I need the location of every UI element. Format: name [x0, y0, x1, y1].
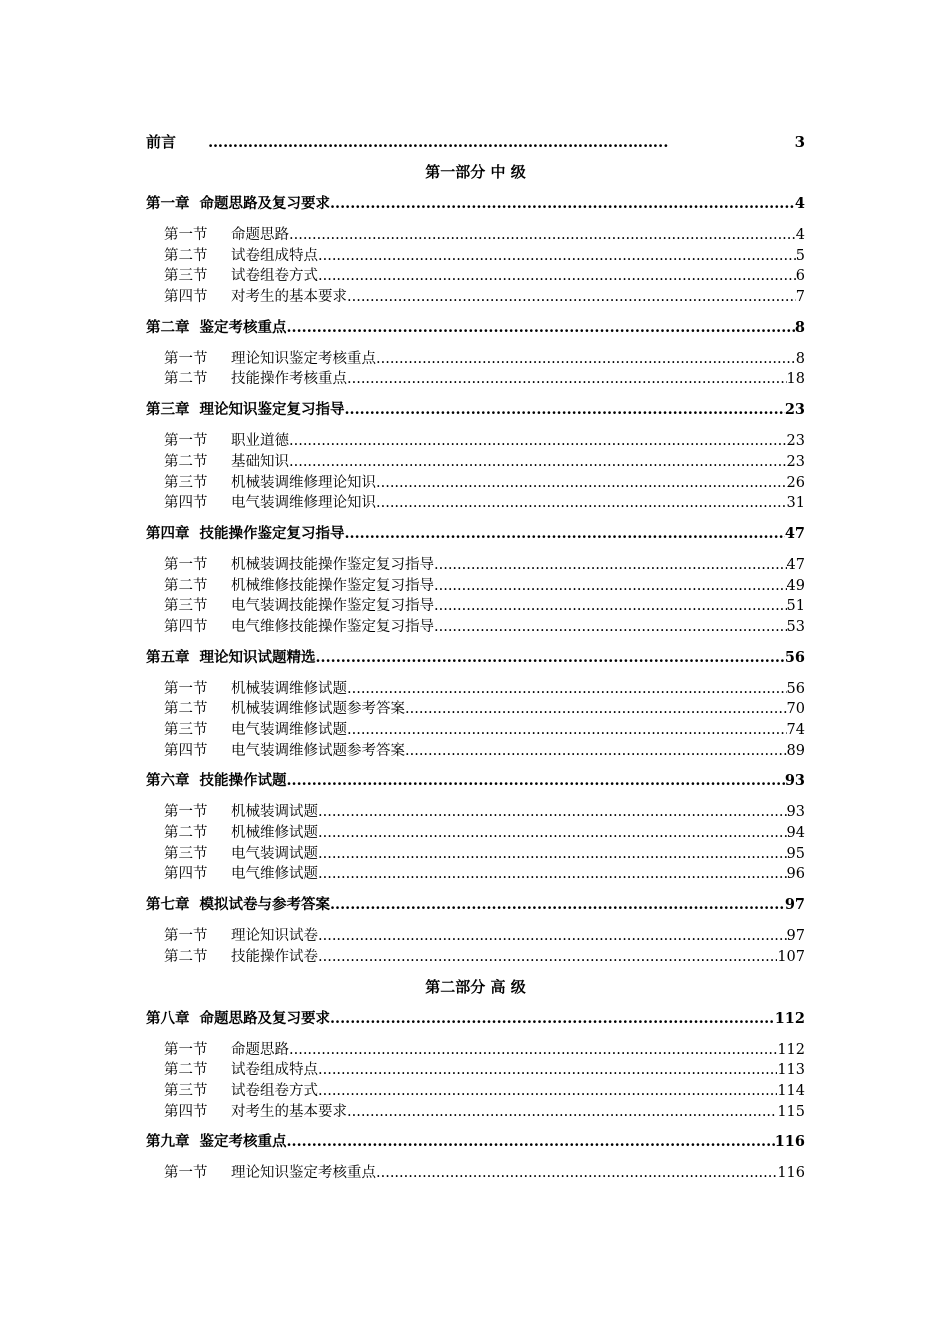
chapter-number: 第三章	[146, 401, 190, 419]
toc-section-entry[interactable]	[146, 677, 805, 698]
section-page: 113	[777, 1062, 805, 1079]
dot-leader	[318, 949, 777, 965]
toc-section-entry[interactable]	[146, 862, 805, 883]
section-number: 第一节	[164, 804, 208, 821]
toc-section-entry[interactable]	[146, 594, 805, 615]
section-list	[146, 347, 805, 388]
dot-leader	[287, 319, 795, 336]
toc-chapter-entry[interactable]	[146, 316, 805, 336]
section-page: 23	[786, 453, 805, 470]
section-title: 试卷组成特点	[231, 247, 318, 264]
section-number: 第二节	[164, 577, 208, 594]
chapter-title: 技能操作鉴定复习指导	[199, 524, 345, 542]
dot-leader	[376, 1165, 777, 1181]
section-page: 5	[795, 247, 805, 264]
dot-leader	[289, 454, 787, 470]
toc-section-entry[interactable]	[146, 491, 805, 512]
toc-section-entry[interactable]	[146, 718, 805, 739]
section-number: 第三节	[164, 845, 208, 862]
section-page: 23	[786, 433, 805, 450]
dot-leader	[287, 772, 785, 789]
chapter-title: 鉴定考核重点	[199, 1133, 287, 1151]
dot-leader	[434, 578, 787, 594]
dot-leader	[345, 525, 785, 542]
dot-leader	[318, 866, 787, 882]
section-title: 机械维修技能操作鉴定复习指导	[231, 577, 434, 594]
dot-leader	[318, 804, 787, 820]
toc-chapter-entry[interactable]	[146, 893, 805, 913]
toc-chapter-entry[interactable]	[146, 646, 805, 666]
dot-leader	[318, 1083, 777, 1099]
toc-section-entry[interactable]	[146, 615, 805, 636]
section-title: 基础知识	[231, 453, 289, 470]
toc-section-entry[interactable]	[146, 1079, 805, 1100]
section-page: 6	[795, 268, 805, 285]
toc-section-entry[interactable]	[146, 429, 805, 450]
section-list	[146, 800, 805, 883]
section-page: 115	[777, 1103, 805, 1120]
toc-chapter-entry[interactable]	[146, 398, 805, 418]
section-page: 18	[786, 371, 805, 388]
section-number: 第一节	[164, 1165, 208, 1182]
section-title: 机械装调技能操作鉴定复习指导	[231, 556, 434, 573]
section-number: 第四节	[164, 618, 208, 635]
dot-leader	[330, 1010, 775, 1027]
section-list	[146, 553, 805, 636]
dot-leader	[347, 1104, 777, 1120]
section-title: 电气维修试题	[231, 866, 318, 883]
chapter-page: 47	[784, 524, 805, 542]
section-page: 47	[786, 556, 805, 573]
section-number: 第一节	[164, 433, 208, 450]
toc-section-entry[interactable]	[146, 842, 805, 863]
toc-section-entry[interactable]	[146, 697, 805, 718]
section-number: 第三节	[164, 1082, 208, 1099]
dot-leader	[347, 289, 796, 305]
section-page: 114	[777, 1082, 805, 1099]
chapter-page: 56	[784, 648, 805, 666]
dot-leader	[434, 598, 787, 614]
chapter-page: 112	[774, 1009, 805, 1027]
section-title: 机械装调维修理论知识	[231, 474, 376, 491]
dot-leader	[347, 371, 787, 387]
chapter-number: 第二章	[146, 318, 190, 336]
table-of-contents	[146, 131, 805, 1192]
section-title: 命题思路	[231, 1041, 289, 1058]
chapter-number: 第六章	[146, 772, 190, 790]
section-title: 试卷组卷方式	[231, 1082, 318, 1099]
section-number: 第三节	[164, 722, 208, 738]
section-title: 电气装调维修理论知识	[231, 495, 376, 512]
dot-leader	[316, 649, 785, 666]
dot-leader	[405, 701, 787, 717]
section-number: 第一节	[164, 680, 208, 697]
section-title: 电气维修技能操作鉴定复习指导	[231, 618, 434, 635]
section-number: 第二节	[164, 453, 208, 470]
section-list	[146, 1161, 805, 1182]
section-title: 对考生的基本要求	[231, 1103, 347, 1120]
toc-chapter-entry[interactable]	[146, 1007, 805, 1027]
section-page: 53	[786, 618, 805, 635]
dot-leader	[347, 681, 787, 697]
dot-leader	[330, 896, 785, 913]
section-number: 第四节	[164, 742, 208, 759]
section-number: 第三节	[164, 474, 208, 491]
toc-section-entry[interactable]	[146, 1161, 805, 1182]
section-number: 第二节	[164, 247, 208, 264]
dot-leader	[434, 619, 787, 635]
chapter-title: 模拟试卷与参考答案	[199, 896, 330, 914]
dot-leader	[318, 846, 787, 862]
toc-section-entry[interactable]	[146, 945, 805, 966]
section-page: 51	[786, 598, 805, 615]
toc-section-entry[interactable]	[146, 821, 805, 842]
chapter-title: 命题思路及复习要求	[199, 195, 330, 212]
toc-chapter-entry[interactable]	[146, 522, 805, 542]
section-title: 机械装调试题	[231, 804, 318, 821]
chapter-title: 理论知识鉴定复习指导	[199, 401, 345, 419]
section-list	[146, 223, 805, 306]
toc-section-entry[interactable]	[146, 367, 805, 388]
dot-leader	[318, 825, 787, 841]
section-page: 8	[795, 350, 805, 367]
section-number: 第一节	[164, 350, 208, 367]
chapter-page: 4	[794, 195, 805, 212]
toc-section-entry[interactable]	[146, 924, 805, 945]
toc-section-entry[interactable]	[146, 800, 805, 821]
section-page: 31	[786, 495, 805, 512]
preface-leader: ………………………………………………………………………………..	[208, 133, 669, 151]
toc-section-entry[interactable]	[146, 574, 805, 595]
dot-leader	[330, 195, 795, 212]
section-page: 56	[786, 680, 805, 697]
dot-leader	[405, 743, 787, 759]
section-title: 机械装调维修试题参考答案	[231, 701, 405, 718]
toc-section-entry[interactable]	[146, 1100, 805, 1121]
dot-leader	[287, 1133, 775, 1150]
chapter-number: 第四章	[146, 524, 190, 542]
section-number: 第一节	[164, 227, 208, 243]
section-list	[146, 677, 805, 760]
section-number: 第四节	[164, 289, 208, 306]
chapter-page: 97	[784, 896, 805, 914]
section-page: 107	[777, 948, 805, 965]
chapter-page: 93	[784, 772, 805, 790]
section-title: 职业道德	[231, 433, 289, 450]
dot-leader	[347, 722, 787, 738]
dot-leader	[318, 268, 796, 284]
dot-leader	[376, 495, 787, 511]
toc-preface-entry[interactable]	[146, 131, 805, 153]
section-title: 对考生的基本要求	[231, 289, 347, 306]
toc-section-entry[interactable]	[146, 347, 805, 368]
preface-page: 3	[794, 133, 805, 151]
section-number: 第二节	[164, 701, 208, 718]
dot-leader	[289, 227, 796, 243]
toc-section-entry[interactable]	[146, 1038, 805, 1059]
chapter-title: 鉴定考核重点	[199, 318, 287, 336]
dot-leader	[376, 475, 787, 491]
toc-chapter-entry[interactable]	[146, 769, 805, 789]
section-number: 第二节	[164, 825, 208, 842]
section-title: 试卷组成特点	[231, 1062, 318, 1079]
section-title: 电气装调技能操作鉴定复习指导	[231, 598, 434, 615]
preface-label: 前言	[146, 133, 177, 151]
section-number: 第二节	[164, 1062, 208, 1079]
section-number: 第四节	[164, 866, 208, 883]
chapter-number: 第一章	[146, 195, 190, 212]
toc-section-entry[interactable]	[146, 264, 805, 285]
chapter-number: 第五章	[146, 648, 190, 666]
part-heading: 第二部分 高 级	[425, 977, 526, 996]
section-title: 电气装调维修试题参考答案	[231, 742, 405, 759]
toc-section-entry[interactable]	[146, 471, 805, 492]
section-page: 97	[786, 928, 805, 945]
part-heading: 第一部分 中 级	[425, 163, 526, 181]
dot-leader	[318, 928, 787, 944]
chapter-number: 第八章	[146, 1009, 190, 1027]
section-title: 机械维修试题	[231, 825, 318, 842]
chapter-title: 命题思路及复习要求	[199, 1009, 330, 1027]
section-title: 技能操作考核重点	[231, 371, 347, 388]
section-page: 94	[786, 825, 805, 842]
toc-section-entry[interactable]	[146, 244, 805, 265]
section-title: 试卷组卷方式	[231, 268, 318, 285]
section-title: 技能操作试卷	[231, 948, 318, 965]
section-number: 第四节	[164, 495, 208, 512]
section-page: 7	[795, 289, 805, 306]
section-number: 第一节	[164, 928, 208, 945]
section-title: 理论知识鉴定考核重点	[231, 1165, 376, 1182]
dot-leader	[318, 248, 796, 264]
dot-leader	[289, 1042, 777, 1058]
toc-section-entry[interactable]	[146, 223, 805, 244]
section-list	[146, 924, 805, 965]
toc-section-entry[interactable]	[146, 1058, 805, 1079]
toc-section-entry[interactable]	[146, 739, 805, 760]
section-title: 电气装调维修试题	[231, 722, 347, 738]
chapter-page: 116	[774, 1133, 805, 1151]
dot-leader	[376, 351, 796, 367]
section-list	[146, 429, 805, 512]
section-number: 第三节	[164, 268, 208, 285]
section-number: 第二节	[164, 948, 208, 965]
section-page: 89	[786, 742, 805, 759]
toc-section-entry[interactable]	[146, 553, 805, 574]
section-page: 4	[795, 227, 805, 243]
chapter-title: 技能操作试题	[199, 772, 287, 790]
section-title: 理论知识鉴定考核重点	[231, 350, 376, 367]
chapter-page: 23	[784, 401, 805, 419]
section-number: 第一节	[164, 1041, 208, 1058]
chapter-page: 8	[794, 318, 805, 336]
section-page: 26	[786, 474, 805, 491]
toc-section-entry[interactable]	[146, 285, 805, 306]
chapter-number: 第七章	[146, 896, 190, 914]
section-page: 112	[777, 1041, 805, 1058]
section-page: 95	[786, 845, 805, 862]
section-title: 理论知识试卷	[231, 928, 318, 945]
section-list	[146, 1038, 805, 1121]
section-page: 49	[786, 577, 805, 594]
dot-leader	[289, 433, 787, 449]
section-page: 96	[786, 866, 805, 883]
section-title: 机械装调维修试题	[231, 680, 347, 697]
section-page: 93	[786, 804, 805, 821]
chapter-number: 第九章	[146, 1133, 190, 1151]
section-title: 命题思路	[231, 227, 289, 243]
section-page: 70	[786, 701, 805, 718]
toc-chapter-entry[interactable]	[146, 192, 805, 212]
toc-section-entry[interactable]	[146, 450, 805, 471]
section-number: 第二节	[164, 371, 208, 388]
section-number: 第一节	[164, 556, 208, 573]
dot-leader	[345, 401, 785, 418]
section-page: 74	[786, 722, 805, 738]
chapter-title: 理论知识试题精选	[199, 648, 316, 666]
section-page: 116	[777, 1165, 805, 1182]
section-number: 第三节	[164, 598, 208, 615]
toc-chapter-entry[interactable]	[146, 1130, 805, 1150]
section-number: 第四节	[164, 1103, 208, 1120]
dot-leader	[318, 1062, 777, 1078]
section-title: 电气装调试题	[231, 845, 318, 862]
dot-leader	[434, 557, 787, 573]
